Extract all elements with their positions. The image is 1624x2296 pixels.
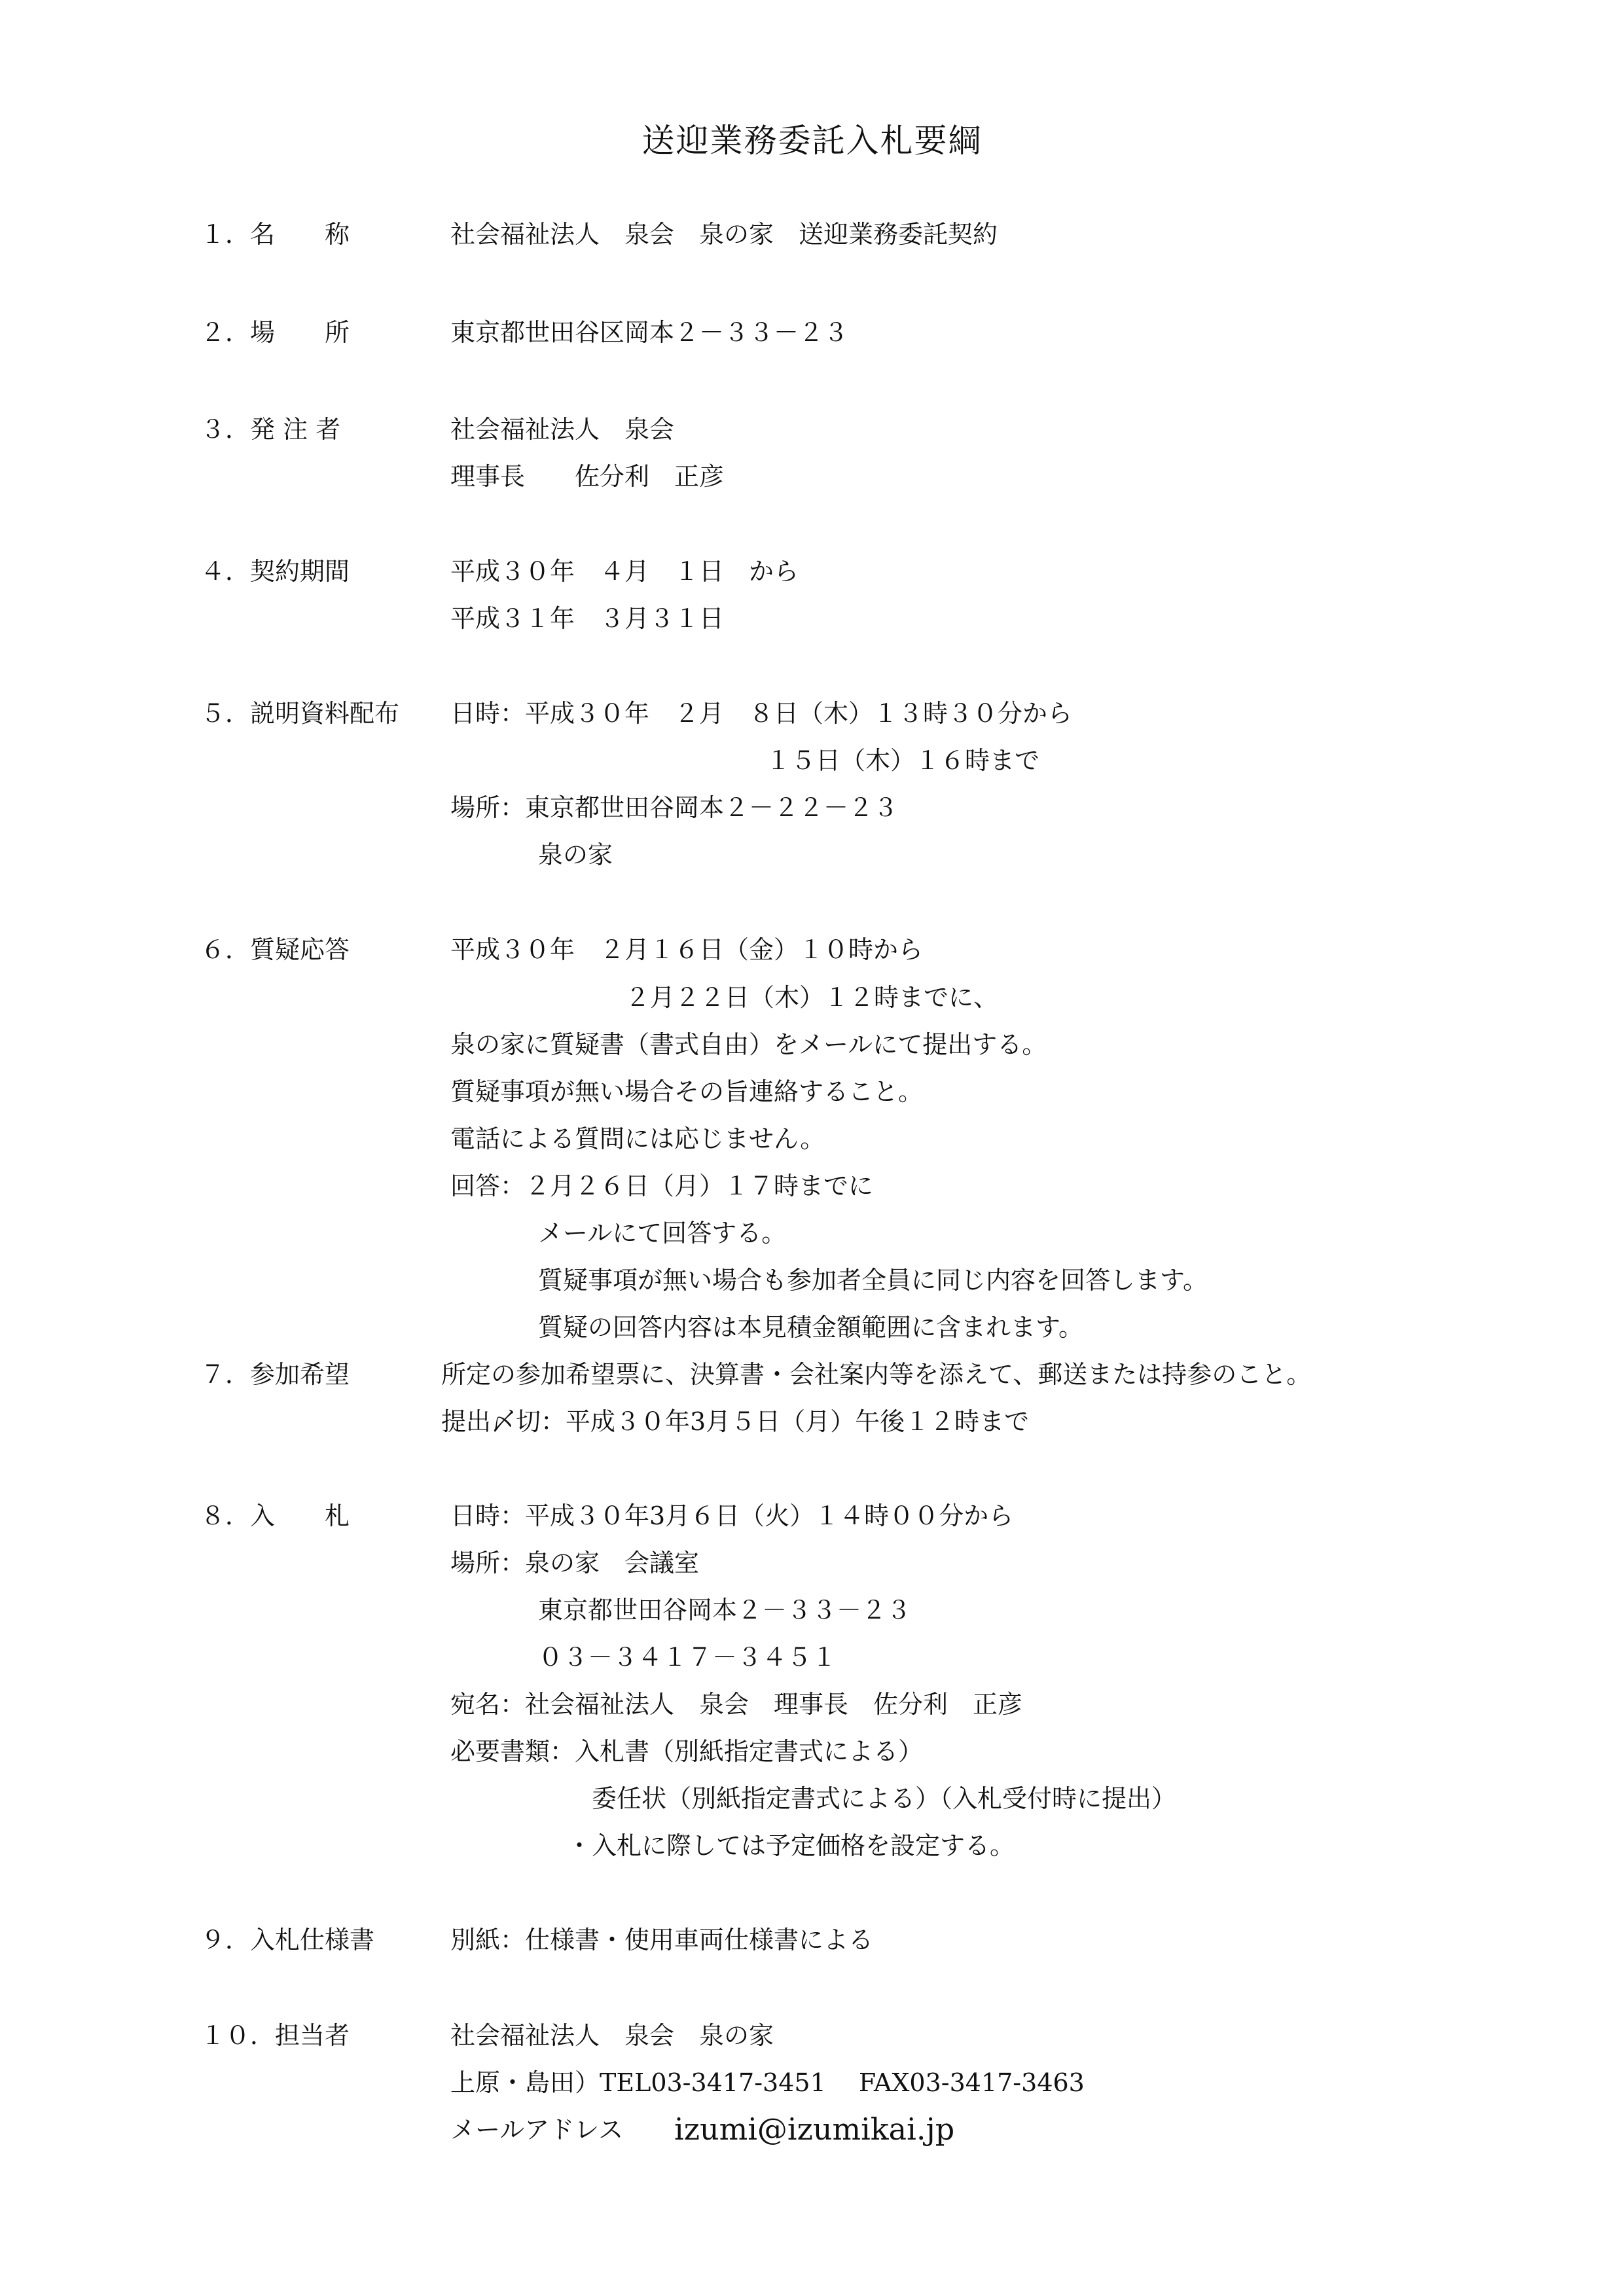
section-8-line-2: 場所：泉の家 会議室 xyxy=(450,1549,700,1577)
section-4-line-2: 平成３１年 ３月３１日 xyxy=(450,604,725,633)
section-3-label: ３．発 注 者 xyxy=(200,415,341,444)
section-2-line-1: 東京都世田谷区岡本２－３３－２３ xyxy=(450,318,849,347)
section-4-label: ４．契約期間 xyxy=(200,557,350,586)
section-6-line-2: ２月２２日（木）１２時までに、 xyxy=(625,983,999,1012)
section-1-label: １．名 称 xyxy=(200,220,350,249)
section-5-line-4: 泉の家 xyxy=(538,840,613,869)
section-7-line-2: 提出〆切：平成３０年3月５日（月）午後１２時まで xyxy=(441,1407,1030,1436)
section-10-email: izumi@izumikai.jp xyxy=(674,2111,955,2147)
section-6-line-4: 質疑事項が無い場合その旨連絡すること。 xyxy=(450,1077,924,1106)
section-5-line-3: 場所：東京都世田谷岡本２－２２－２３ xyxy=(450,793,899,822)
section-5-label: ５．説明資料配布 xyxy=(200,699,400,728)
section-9-label: ９．入札仕様書 xyxy=(200,1926,375,1954)
section-3-line-2: 理事長 佐分利 正彦 xyxy=(450,462,725,491)
section-8-label: ８．入 札 xyxy=(200,1501,350,1530)
section-10-line-1: 社会福祉法人 泉会 泉の家 xyxy=(450,2021,774,2050)
section-5-line-1: 日時：平成３０年 ２月 ８日（木）１３時３０分から xyxy=(450,699,1073,728)
section-7-label: ７．参加希望 xyxy=(200,1360,350,1389)
section-6-line-7: メールにて回答する。 xyxy=(538,1219,787,1247)
section-1-line-1: 社会福祉法人 泉会 泉の家 送迎業務委託契約 xyxy=(450,220,998,249)
section-5-line-2: １５日（木）１６時まで xyxy=(766,746,1040,775)
section-6-label: ６．質疑応答 xyxy=(200,935,350,964)
section-8-line-1: 日時：平成３０年3月６日（火）１４時００分から xyxy=(450,1501,1014,1530)
section-8-line-8: ・入札に際しては予定価格を設定する。 xyxy=(567,1831,1015,1860)
document-title: 送迎業務委託入札要綱 xyxy=(641,122,983,160)
section-6-line-5: 電話による質問には応じません。 xyxy=(450,1124,825,1153)
section-10-email-label: メールアドレス xyxy=(450,2115,649,2144)
section-6-line-3: 泉の家に質疑書（書式自由）をメールにて提出する。 xyxy=(450,1030,1047,1059)
section-6-line-1: 平成３０年 ２月１６日（金）１０時から xyxy=(450,935,924,964)
section-8-line-3: 東京都世田谷岡本２－３３－２３ xyxy=(538,1596,912,1624)
section-8-line-7: 委任状（別紙指定書式による）（入札受付時に提出） xyxy=(592,1784,1177,1813)
section-2-label: ２．場 所 xyxy=(200,318,350,347)
section-3-line-1: 社会福祉法人 泉会 xyxy=(450,415,675,444)
section-7-line-1: 所定の参加希望票に、決算書・会社案内等を添えて、郵送または持参のこと。 xyxy=(441,1360,1312,1389)
section-6-line-9: 質疑の回答内容は本見積金額範囲に含まれます。 xyxy=(538,1313,1083,1342)
section-4-line-1: 平成３０年 ４月 １日 から xyxy=(450,557,799,586)
section-8-line-4: ０３－３４１７－３４５１ xyxy=(538,1643,837,1672)
section-10-label: １０．担当者 xyxy=(200,2021,350,2050)
section-8-line-5: 宛名：社会福祉法人 泉会 理事長 佐分利 正彦 xyxy=(450,1690,1023,1719)
section-9-line-1: 別紙：仕様書・使用車両仕様書による xyxy=(450,1926,874,1954)
section-10-line-2: 上原・島田）TEL03-3417-3451 FAX03-3417-3463 xyxy=(450,2068,1085,2097)
section-6-line-6: 回答：２月２６日（月）１７時までに xyxy=(450,1172,874,1200)
section-8-line-6: 必要書類：入札書（別紙指定書式による） xyxy=(450,1737,924,1766)
section-6-line-8: 質疑事項が無い場合も参加者全員に同じ内容を回答します。 xyxy=(538,1266,1208,1295)
